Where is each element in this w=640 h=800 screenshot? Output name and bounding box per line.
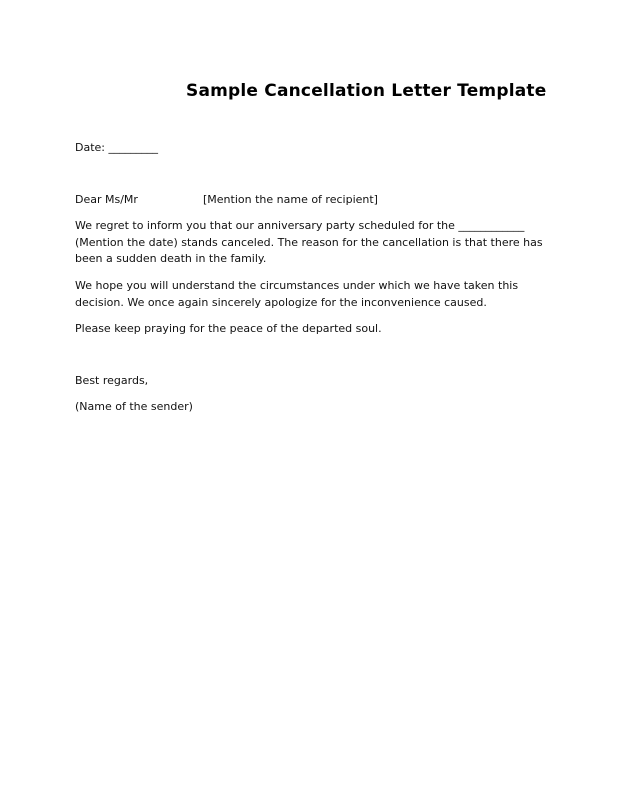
sender-line: (Name of the sender)	[75, 400, 193, 413]
letter-title: Sample Cancellation Letter Template	[186, 81, 547, 101]
recipient-placeholder: [Mention the name of recipient]	[203, 193, 378, 206]
paragraph-apology: We hope you will understand the circumstances under which we have taken this decision. We once again sincerely apologize for the inconvenience caused.	[75, 279, 519, 309]
closing-line: Best regards,	[75, 374, 149, 387]
salutation-text: Dear Ms/Mr	[75, 193, 138, 206]
salutation-line	[75, 192, 475, 209]
date-line: Date: _________	[75, 141, 158, 154]
paragraph-prayer: Please keep praying for the peace of the departed soul.	[75, 322, 382, 335]
paragraph-cancellation: We regret to inform you that our anniversary party scheduled for the ____________ (Mention the date) stands canceled. The reason for the cancellation is that there has been a sudden death in the family.	[75, 219, 543, 265]
